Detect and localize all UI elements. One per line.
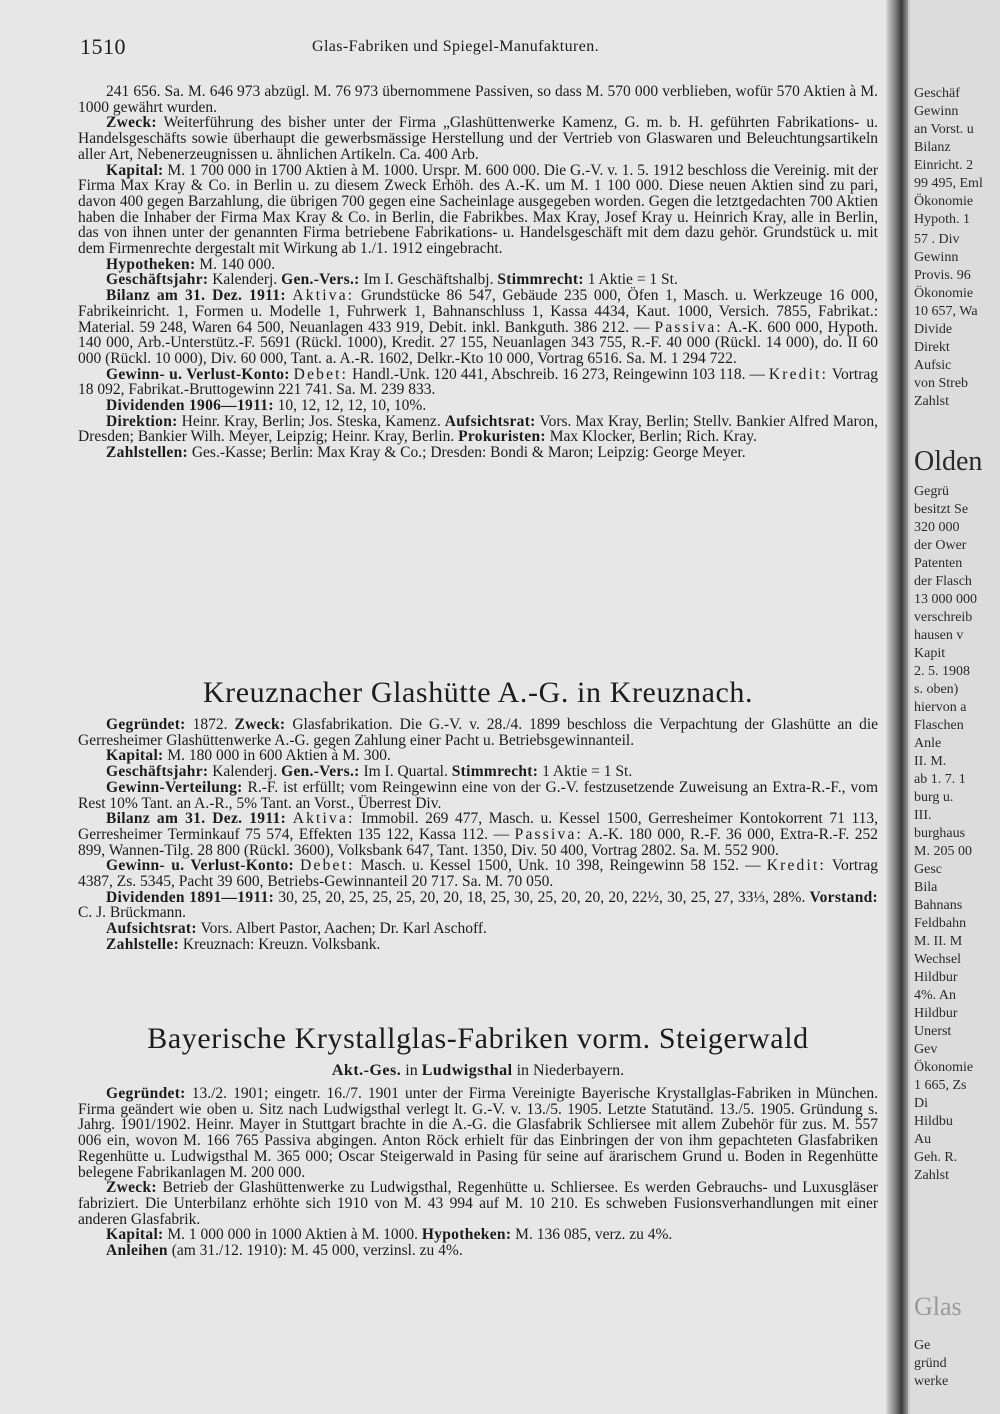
heading-kreuznacher-glashuette: Kreuznacher Glashütte A.-G. in Kreuznach. <box>202 676 754 709</box>
fragment: Kapit <box>914 646 946 661</box>
fragment: Au <box>914 1132 932 1147</box>
kapital-paragraph: Kapital: M. 180 000 in 600 Aktien à M. 300. <box>106 747 391 765</box>
fragment: M. 205 00 <box>914 844 972 859</box>
fragment: Divide <box>914 322 953 337</box>
fragment: der Flasch <box>914 574 972 589</box>
entry-bayerische-krystallglas <box>78 1086 878 1259</box>
fragment: Provis. 96 <box>914 268 971 283</box>
fragment: Ge <box>914 1338 931 1353</box>
gegruendet-paragraph: Gegründet: 13./2. 1901; eingetr. 16./7. 1901 unter der Firma Vereinigte Bayerische Krystallglas-Fabriken in München. Firma geändert wie oben u. Sitz nach Ludwigsthal verlegt lt. G.-V. v. 13./5. 1905. Letzte Statutänd. 13./5. 1905. Gründung s. Jahrg. 1901/1902. Heinr. Mayer in Stuttgart brachte in die A.-G. die Glasfabrik Schliersee mit allem Zubehör für zus. M. 557 006 ein, wovon M. 166 765 Passiva abgingen. Anton Röck erhielt für das Einbringen der von ihm gepachteten Glasfabriken Regenhütte u. Ludwigsthal M. 365 000; Oscar Steigerwald in Pasing für seine auf ärarischem Grund u. Boden in Regenhütte belegene Fabrikanlagen M. 200 000. <box>78 1085 878 1181</box>
fragment: verschreib <box>914 610 973 625</box>
direktion-paragraph: Direktion: Heinr. Kray, Berlin; Jos. Steska, Kamenz. Aufsichtsrat: Vors. Max Kray, Berlin; Stellv. Bankier Alfred Maron, Dresden; Bankier Wilh. Meyer, Leipzig; Heinr. Kray, Berlin. Prokuristen: Max Klocker, Berlin; Rich. Kray. <box>78 412 879 446</box>
dividenden-paragraph: Dividenden 1891—1911: 30, 25, 20, 25, 25, 25, 20, 20, 18, 25, 30, 25, 20, 20, 20, 22½, 30, 25, 27, 33⅓, 28%. Vorstand: C. J. Brückmann. <box>78 888 878 922</box>
page-header <box>80 34 880 64</box>
zweck-paragraph: Zweck: Betrieb der Glashüttenwerke zu Ludwigsthal, Regenhütte u. Schliersee. Es werden Gebrauchs- und Luxusgläser fabriziert. Die Unterbilanz erhöhte sich 1910 von M. 43 994 auf M. 10 210. Es schweben Fusionsverhandlungen mit einer anderen Glasfabrik. <box>78 1179 879 1228</box>
fragment: Gesc <box>914 862 942 877</box>
fragment: 320 000 <box>914 520 960 535</box>
fragment: Gewinn <box>914 250 959 265</box>
fragment: Unerst <box>914 1024 952 1039</box>
fragment: 2. 5. 1908 <box>914 664 970 679</box>
fragment: Bahnans <box>914 898 963 913</box>
fragment: Hildbur <box>914 1006 958 1021</box>
fragment: 4%. An <box>914 988 956 1003</box>
fragment: M. II. M <box>914 934 963 949</box>
gewinn-verteilung-paragraph: Gewinn-Verteilung: R.-F. ist erfüllt; vom Reingewinn eine von der G.-V. festzusetzende Zuweisung an Extra-R.-F., vom Rest 10% Tant. an A.-R., 5% Tant. an Vorst., Überrest Div. <box>78 778 878 812</box>
intro-paragraph: 241 656. Sa. M. 646 973 abzügl. M. 76 973 übernommene Passiven, so dass M. 570 000 verblieben, wofür 570 Aktien à M. 1000 gewährt wurden. <box>78 83 878 116</box>
dividenden-paragraph: Dividenden 1906—1911: 10, 12, 12, 12, 10, 10%. <box>106 397 427 415</box>
bilanz-paragraph: Bilanz am 31. Dez. 1911: Aktiva: Immobil. 269 477, Masch. u. Kessel 1500, Gerresheimer Kontokorrent 71 113, Gerresheimer Terminkauf 75 574, Effekten 135 122, Kassa 112. — Passiva: A.-K. 180 000, R.-F. 36 000, Extra-R.-F. 252 899, Wannen-Tilg. 28 800 (Rückl. 3600), Volksbank 647, Tant. 1350, Div. 50 400, Vortrag 2802. Sa. M. 552 900. <box>78 810 878 859</box>
fragment: Bilanz <box>914 140 951 155</box>
fragment: Anle <box>914 736 942 751</box>
adjacent-page-strip <box>910 0 1000 1414</box>
fragment: Di <box>914 1096 928 1111</box>
fragment: Gewinn <box>914 104 959 119</box>
geschaeftsjahr-paragraph: Geschäftsjahr: Kalenderj. Gen.-Vers.: Im I. Geschäftshalbj. Stimmrecht: 1 Aktie = 1 St. <box>106 271 678 289</box>
fragment: ab 1. 7. 1 <box>914 772 966 787</box>
fragment: Gev <box>914 1042 938 1057</box>
fragment-heading: Olden <box>914 446 983 477</box>
fragment: II. M. <box>914 754 947 769</box>
fragment: an Vorst. u <box>914 122 974 137</box>
fragment-heading: Glas <box>914 1292 962 1321</box>
gegruendet-paragraph: Gegründet: 1872. Zweck: Glasfabrikation. Die G.-V. v. 28./4. 1899 beschloss die Verpachtung der Glashütte an die Gerresheimer Glashüttenwerke A.-G. gegen Zahlung einer Pacht u. Betriebsgewinnanteil. <box>78 716 879 749</box>
fragment: 57 . Div <box>914 232 960 247</box>
kapital-paragraph: Kapital: M. 1 000 000 in 1000 Aktien à M. 1000. Hypotheken: M. 136 085, verz. zu 4%. <box>106 1226 673 1244</box>
subheading-bayerische-krystallglas: Akt.-Ges. in Ludwigsthal in Niederbayern. <box>331 1062 625 1079</box>
fragment: Flaschen <box>914 718 964 733</box>
zahlstellen-paragraph: Zahlstellen: Ges.-Kasse; Berlin: Max Kray & Co.; Dresden: Bondi & Maron; Leipzig: George Meyer. <box>106 444 746 462</box>
gewinn-verlust-paragraph: Gewinn- u. Verlust-Konto: Debet: Masch. u. Kessel 1500, Unk. 10 398, Reingewinn 58 152. — Kredit: Vortrag 4387, Zs. 5345, Pacht 39 600, Betriebs-Gewinnanteil 20 717. Sa. M. 70 050. <box>78 857 879 891</box>
fragment: Zahlst <box>914 394 949 409</box>
fragment: s. oben) <box>914 682 959 697</box>
fragment: Zahlst <box>914 1168 949 1183</box>
fragment: Hildbu <box>914 1114 953 1129</box>
page-number: 1510 <box>80 34 126 59</box>
fragment: Geh. R. <box>914 1150 958 1165</box>
fragment: hiervon a <box>914 700 967 715</box>
fragment: der Ower <box>914 538 967 553</box>
fragment: Hildbur <box>914 970 958 985</box>
fragment: Direkt <box>914 340 950 355</box>
geschaeftsjahr-paragraph: Geschäftsjahr: Kalenderj. Gen.-Vers.: Im I. Quartal. Stimmrecht: 1 Aktie = 1 St. <box>106 763 633 781</box>
fragment: 13 000 000 <box>914 592 977 607</box>
fragment: Ökonomie <box>914 194 974 209</box>
fragment: Aufsic <box>914 358 952 373</box>
book-gutter <box>886 0 908 1414</box>
fragment: gründ <box>914 1356 947 1371</box>
zweck-paragraph: Zweck: Weiterführung des bisher unter der Firma „Glashüttenwerke Kamenz, G. m. b. H. geführten Fabrikations- u. Handelsgeschäfts sowie überhaupt die gewerbsmässige Herstellung und der Vertrieb von Glaswaren und Beleuchtungsartikeln aller Art, Nebenerzeugnissen u. ähnlichen Artikeln. Ca. 400 Arb. <box>78 114 878 163</box>
entry-glashuettenwerke-kamenz <box>78 84 878 461</box>
fragment: werke <box>914 1374 949 1389</box>
fragment: Feldbahn <box>914 916 967 931</box>
fragment: 1 665, Zs <box>914 1078 967 1093</box>
hypotheken-paragraph: Hypotheken: M. 140 000. <box>106 255 276 273</box>
fragment: Gegrü <box>914 484 949 499</box>
fragment: Patenten <box>914 556 963 571</box>
zahlstelle-paragraph: Zahlstelle: Kreuznach: Kreuzn. Volksbank. <box>106 935 381 953</box>
fragment: Wechsel <box>914 952 962 967</box>
fragment: Ökonomie <box>914 1060 974 1075</box>
fragment: 99 495, Eml <box>914 176 983 191</box>
fragment: burghaus <box>914 826 966 841</box>
fragment: burg u. <box>914 790 954 805</box>
kapital-paragraph: Kapital: M. 1 700 000 in 1700 Aktien à M. 1000. Urspr. M. 600 000. Die G.-V. v. 1. 5. 1912 beschloss die Vereinig. mit der Firma Max Kray & Co. in Berlin u. zu diesem Zweck Erhöh. des A.-K. um M. 1 100 000. Diese neuen Aktien sind zu pari, davon 400 gegen Barzahlung, die übrigen 700 gegen eine Sacheinlage ausgegeben worden. Gegen die letztgedachten 700 Aktien haben die Inhaber der Firma Max Kray & Co. in Berlin, die Fabrikbes. Max Kray, Josef Kray u. Heinrich Kray, alle in Berlin, das von ihnen unter der genannten Firma betriebene Fabrikations- u. Handelsgeschäft mit dem dazu gehör. Grundstück u. mit dem Firmenrechte dergestalt mit Wirkung ab 1./1. 1912 eingebracht. <box>78 161 878 258</box>
fragment: Hypoth. 1 <box>914 212 970 227</box>
anleihen-paragraph: Anleihen (am 31./12. 1910): M. 45 000, verzinsl. zu 4%. <box>106 1242 463 1260</box>
fragment: III. <box>914 808 932 823</box>
bilanz-paragraph: Bilanz am 31. Dez. 1911: Aktiva: Grundstücke 86 547, Gebäude 235 000, Öfen 1, Masch. u. Werkzeuge 16 000, Fabrikeinricht. 1, Formen u. Modelle 1, Fuhrwerk 1, Bahnanschluss 1, Kassa 4434, Kaut. 1000, Versich. 7855, Fabrikat.: Material. 59 248, Waren 64 500, Neuanlagen 433 919, Debit. inkl. Bankguth. 386 212. — Passiva: A.-K. 600 000, Hypoth. 140 000, Arb.-Unterstütz.-F. 5691 (Rückl. 1000), Kredit. 27 155, Neuanlagen 343 755, R.-F. 40 000 (Rückl. 14 000), do. II 60 000 (Rückl. 10 000), Div. 60 000, Tant. a. A.-R. 1602, Delkr.-Kto 10 000, Vortrag 6516. Sa. M. 1 294 722. <box>78 287 878 367</box>
heading-bayerische-krystallglas: Bayerische Krystallglas-Fabriken vorm. Steigerwald <box>147 1022 809 1055</box>
entry-kreuznacher-glashuette <box>78 717 878 953</box>
fragment: hausen v <box>914 628 964 643</box>
fragment: von Streb <box>914 376 969 391</box>
fragment: Bila <box>914 880 938 895</box>
fragment: besitzt Se <box>914 502 969 517</box>
aufsichtsrat-paragraph: Aufsichtsrat: Vors. Albert Pastor, Aachen; Dr. Karl Aschoff. <box>106 920 487 938</box>
fragment: Ökonomie <box>914 286 974 301</box>
fragment: 10 657, Wa <box>914 304 978 319</box>
fragment: Einricht. 2 <box>914 158 974 173</box>
fragment: Geschäf <box>914 86 960 101</box>
gewinn-verlust-paragraph: Gewinn- u. Verlust-Konto: Debet: Handl.-Unk. 120 441, Abschreib. 16 273, Reingewinn 103 118. — Kredit: Vortrag 18 092, Fabrikat.-Bruttogewinn 221 741. Sa. M. 239 833. <box>78 365 879 399</box>
running-title: Glas-Fabriken und Spiegel-Manufakturen. <box>312 38 600 55</box>
